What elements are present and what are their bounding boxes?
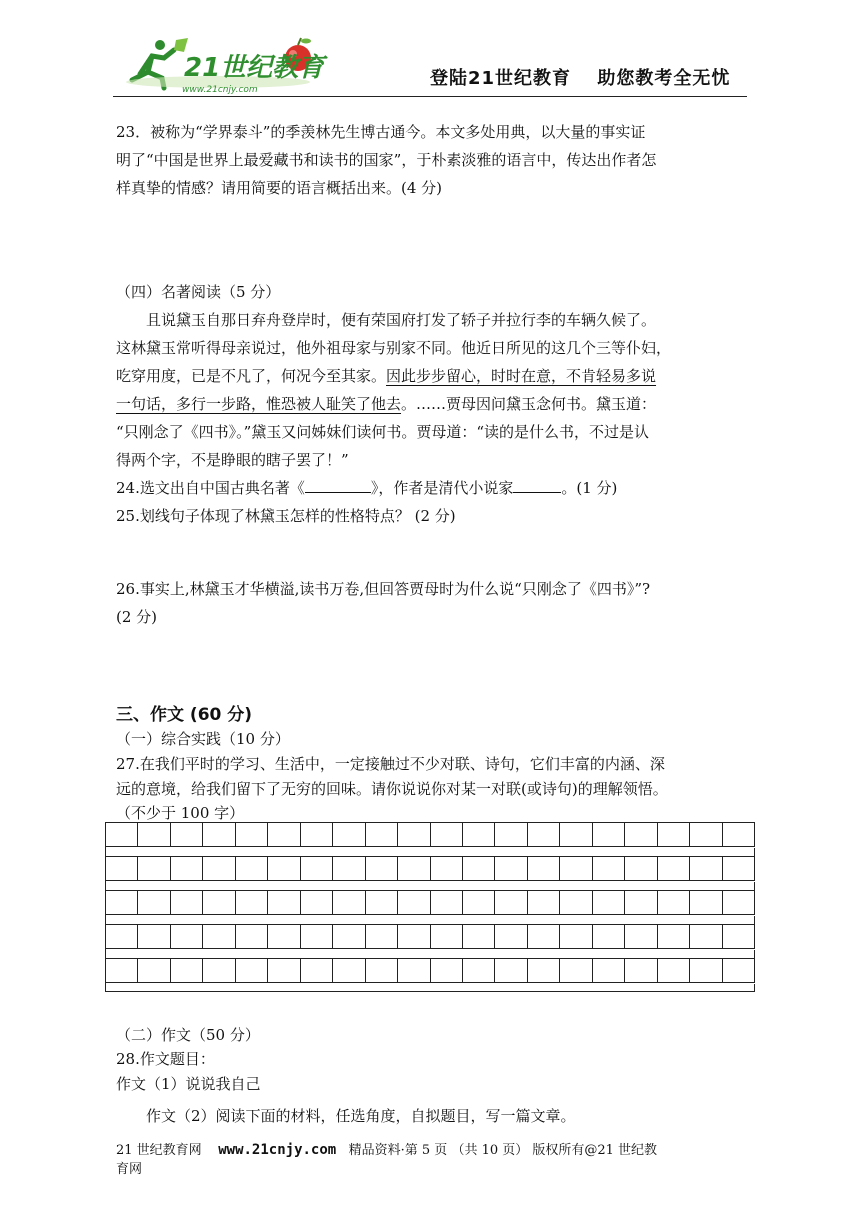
- grid-cell[interactable]: [106, 959, 138, 983]
- grid-cell[interactable]: [658, 959, 690, 983]
- passage-line5: “只刚念了《四书》。”黛玉又问姊妹们读何书。贾母道：“读的是什么书，不过是认: [116, 423, 650, 441]
- grid-row-gap: [105, 916, 755, 924]
- grid-cell[interactable]: [301, 857, 333, 881]
- grid-cell[interactable]: [593, 857, 625, 881]
- grid-cell[interactable]: [398, 823, 430, 847]
- passage-line1: 且说黛玉自那日弃舟登岸时，便有荣国府打发了轿子并拉行李的车辆久候了。: [146, 311, 657, 329]
- section4-title: （四）名著阅读（5 分）: [116, 283, 281, 301]
- grid-cell[interactable]: [301, 823, 333, 847]
- q26-line1: 26.事实上,林黛玉才华横溢,读书万卷,但回答贾母时为什么说“只刚念了《四书》”?: [116, 580, 651, 598]
- grid-cell[interactable]: [138, 857, 170, 881]
- grid-cell[interactable]: [431, 959, 463, 983]
- grid-cell[interactable]: [268, 823, 300, 847]
- grid-cell[interactable]: [203, 925, 235, 949]
- grid-cell[interactable]: [268, 959, 300, 983]
- footer-page-info: 精品资料·第 5 页 （共 10 页） 版权所有@21 世纪教: [348, 1143, 658, 1158]
- grid-cell[interactable]: [658, 925, 690, 949]
- grid-cell[interactable]: [398, 857, 430, 881]
- grid-cell[interactable]: [138, 959, 170, 983]
- grid-cell[interactable]: [236, 823, 268, 847]
- grid-cell[interactable]: [658, 857, 690, 881]
- grid-cell[interactable]: [171, 959, 203, 983]
- grid-cell[interactable]: [366, 959, 398, 983]
- grid-cell[interactable]: [431, 925, 463, 949]
- header-divider: [113, 96, 747, 97]
- grid-cell[interactable]: [333, 959, 365, 983]
- grid-cell[interactable]: [268, 857, 300, 881]
- grid-cell[interactable]: [366, 925, 398, 949]
- grid-cell[interactable]: [593, 891, 625, 915]
- grid-cell[interactable]: [528, 891, 560, 915]
- grid-cell[interactable]: [138, 823, 170, 847]
- grid-cell[interactable]: [463, 891, 495, 915]
- grid-cell[interactable]: [268, 925, 300, 949]
- grid-row-gap: [105, 882, 755, 890]
- grid-cell[interactable]: [431, 857, 463, 881]
- grid-row: [105, 856, 755, 882]
- underlined-sentence-part2: 一句话，多行一步路，惟恐被人耻笑了他去: [116, 395, 402, 413]
- grid-cell[interactable]: [463, 823, 495, 847]
- footer-site: 21 世纪教育网: [116, 1143, 202, 1158]
- grid-cell[interactable]: [203, 857, 235, 881]
- logo-url: www.21cnjy.com: [182, 85, 258, 95]
- passage-line6: 得两个字，不是睁眼的瞎子罢了！”: [116, 451, 349, 469]
- grid-cell[interactable]: [333, 823, 365, 847]
- grid-cell[interactable]: [333, 857, 365, 881]
- grid-cell[interactable]: [301, 891, 333, 915]
- grid-cell[interactable]: [723, 823, 755, 847]
- q23-line3: 样真挚的情感？请用简要的语言概括出来。(4 分): [116, 179, 443, 197]
- q23-line1: 23．被称为“学界泰斗”的季羡林先生博古通今。本文多处用典，以大量的事实证: [116, 123, 646, 141]
- grid-cell[interactable]: [398, 925, 430, 949]
- passage-line4-plain: 。……贾母因问黛玉念何书。黛玉道：: [401, 395, 657, 413]
- grid-cell[interactable]: [560, 925, 592, 949]
- grid-cell[interactable]: [171, 857, 203, 881]
- grid-cell[interactable]: [333, 925, 365, 949]
- grid-cell[interactable]: [528, 925, 560, 949]
- q24-author-blank[interactable]: [513, 475, 561, 493]
- grid-cell[interactable]: [625, 823, 657, 847]
- grid-cell[interactable]: [236, 959, 268, 983]
- grid-cell[interactable]: [560, 891, 592, 915]
- grid-cell[interactable]: [333, 891, 365, 915]
- section3-sub2: （二）作文（50 分）: [116, 1026, 260, 1044]
- grid-cell[interactable]: [463, 925, 495, 949]
- grid-cell[interactable]: [106, 857, 138, 881]
- grid-row: [105, 822, 755, 848]
- q26-line2: (2 分): [116, 608, 158, 626]
- grid-cell[interactable]: [171, 823, 203, 847]
- grid-cell[interactable]: [463, 959, 495, 983]
- grid-cell[interactable]: [528, 959, 560, 983]
- grid-cell[interactable]: [398, 959, 430, 983]
- q23-line2: 明了“中国是世界上最爱藏书和读书的国家”，于朴素淡雅的语言中，传达出作者怎: [116, 151, 657, 169]
- grid-cell[interactable]: [495, 823, 527, 847]
- grid-cell[interactable]: [171, 891, 203, 915]
- grid-cell[interactable]: [690, 857, 722, 881]
- q25: 25.划线句子体现了林黛玉怎样的性格特点？ (2 分): [116, 507, 456, 525]
- site-logo: [118, 34, 328, 96]
- grid-cell[interactable]: [495, 925, 527, 949]
- grid-cell[interactable]: [625, 959, 657, 983]
- passage-line3-plain: 吃穿用度，已是不凡了，何况今至其家。: [116, 367, 387, 385]
- underlined-sentence-part1: 因此步步留心，时时在意，不肯轻易多说: [386, 367, 657, 385]
- grid-cell[interactable]: [495, 959, 527, 983]
- grid-cell[interactable]: [138, 891, 170, 915]
- writing-grid[interactable]: [105, 822, 755, 992]
- grid-cell[interactable]: [431, 823, 463, 847]
- footer-line2: 育网: [116, 1162, 143, 1177]
- grid-cell[interactable]: [690, 925, 722, 949]
- grid-row: [105, 958, 755, 984]
- grid-row-gap: [105, 950, 755, 958]
- section3-title: 三、作文 (60 分): [116, 705, 253, 725]
- q24-text-a: 24.选文出自中国古典名著《: [116, 479, 305, 497]
- grid-cell[interactable]: [366, 857, 398, 881]
- grid-cell[interactable]: [528, 823, 560, 847]
- grid-cell[interactable]: [495, 857, 527, 881]
- grid-row: [105, 924, 755, 950]
- grid-cell[interactable]: [690, 959, 722, 983]
- grid-cell[interactable]: [658, 891, 690, 915]
- q24-text-b: 》，作者是清代小说家: [370, 479, 514, 497]
- grid-cell[interactable]: [106, 823, 138, 847]
- grid-cell[interactable]: [463, 857, 495, 881]
- essay-option2: 作文（2）阅读下面的材料，任选角度，自拟题目，写一篇文章。: [146, 1107, 576, 1125]
- grid-cell[interactable]: [106, 925, 138, 949]
- grid-cell[interactable]: [203, 959, 235, 983]
- grid-row: [105, 890, 755, 916]
- grid-cell[interactable]: [366, 823, 398, 847]
- grid-cell[interactable]: [593, 823, 625, 847]
- q28: 28.作文题目：: [116, 1050, 215, 1068]
- grid-cell[interactable]: [203, 891, 235, 915]
- grid-cell[interactable]: [593, 959, 625, 983]
- grid-cell[interactable]: [236, 925, 268, 949]
- passage-line2: 这林黛玉常听得母亲说过，他外祖母家与别家不同。他近日所见的这几个三等仆妇，: [116, 339, 672, 357]
- grid-cell[interactable]: [236, 857, 268, 881]
- grid-cell[interactable]: [723, 925, 755, 949]
- footer-url[interactable]: www.21cnjy.com: [218, 1142, 337, 1158]
- grid-cell[interactable]: [106, 891, 138, 915]
- q24-book-blank[interactable]: [305, 475, 371, 493]
- grid-cell[interactable]: [625, 925, 657, 949]
- q27-line3: （不少于 100 字）: [116, 804, 245, 822]
- grid-cell[interactable]: [658, 823, 690, 847]
- grid-cell[interactable]: [138, 925, 170, 949]
- grid-cell[interactable]: [203, 823, 235, 847]
- essay-option1: 作文（1）说说我自己: [116, 1075, 261, 1093]
- grid-cell[interactable]: [690, 823, 722, 847]
- section3-sub1: （一）综合实践（10 分）: [116, 730, 290, 748]
- grid-cell[interactable]: [560, 823, 592, 847]
- passage-line3: [116, 362, 656, 390]
- grid-cell[interactable]: [723, 959, 755, 983]
- grid-cell[interactable]: [366, 891, 398, 915]
- grid-cell[interactable]: [690, 891, 722, 915]
- grid-cell[interactable]: [723, 857, 755, 881]
- grid-cell[interactable]: [495, 891, 527, 915]
- grid-row-gap: [105, 848, 755, 856]
- grid-cell[interactable]: [431, 891, 463, 915]
- grid-cell[interactable]: [593, 925, 625, 949]
- grid-cell[interactable]: [560, 959, 592, 983]
- q27-line1: 27.在我们平时的学习、生活中，一定接触过不少对联、诗句，它们丰富的内涵、深: [116, 755, 665, 773]
- grid-cell[interactable]: [625, 857, 657, 881]
- q24: [116, 474, 617, 502]
- header-slogan: 登陆21世纪教育 助您教考全无忧: [430, 68, 731, 89]
- grid-cell[interactable]: [625, 891, 657, 915]
- grid-cell[interactable]: [301, 925, 333, 949]
- grid-row-gap: [105, 984, 755, 992]
- logo-text: 21世纪教育: [184, 53, 325, 83]
- grid-cell[interactable]: [236, 891, 268, 915]
- passage-line4: [116, 390, 656, 418]
- q24-text-c: 。(1 分): [561, 479, 618, 497]
- footer-line1: [116, 1140, 657, 1161]
- grid-cell[interactable]: [398, 891, 430, 915]
- grid-cell[interactable]: [723, 891, 755, 915]
- q27-line2: 远的意境，给我们留下了无穷的回味。请你说说你对某一对联(或诗句)的理解领悟。: [116, 780, 668, 798]
- grid-cell[interactable]: [171, 925, 203, 949]
- grid-cell[interactable]: [268, 891, 300, 915]
- grid-cell[interactable]: [301, 959, 333, 983]
- grid-cell[interactable]: [560, 857, 592, 881]
- grid-cell[interactable]: [528, 857, 560, 881]
